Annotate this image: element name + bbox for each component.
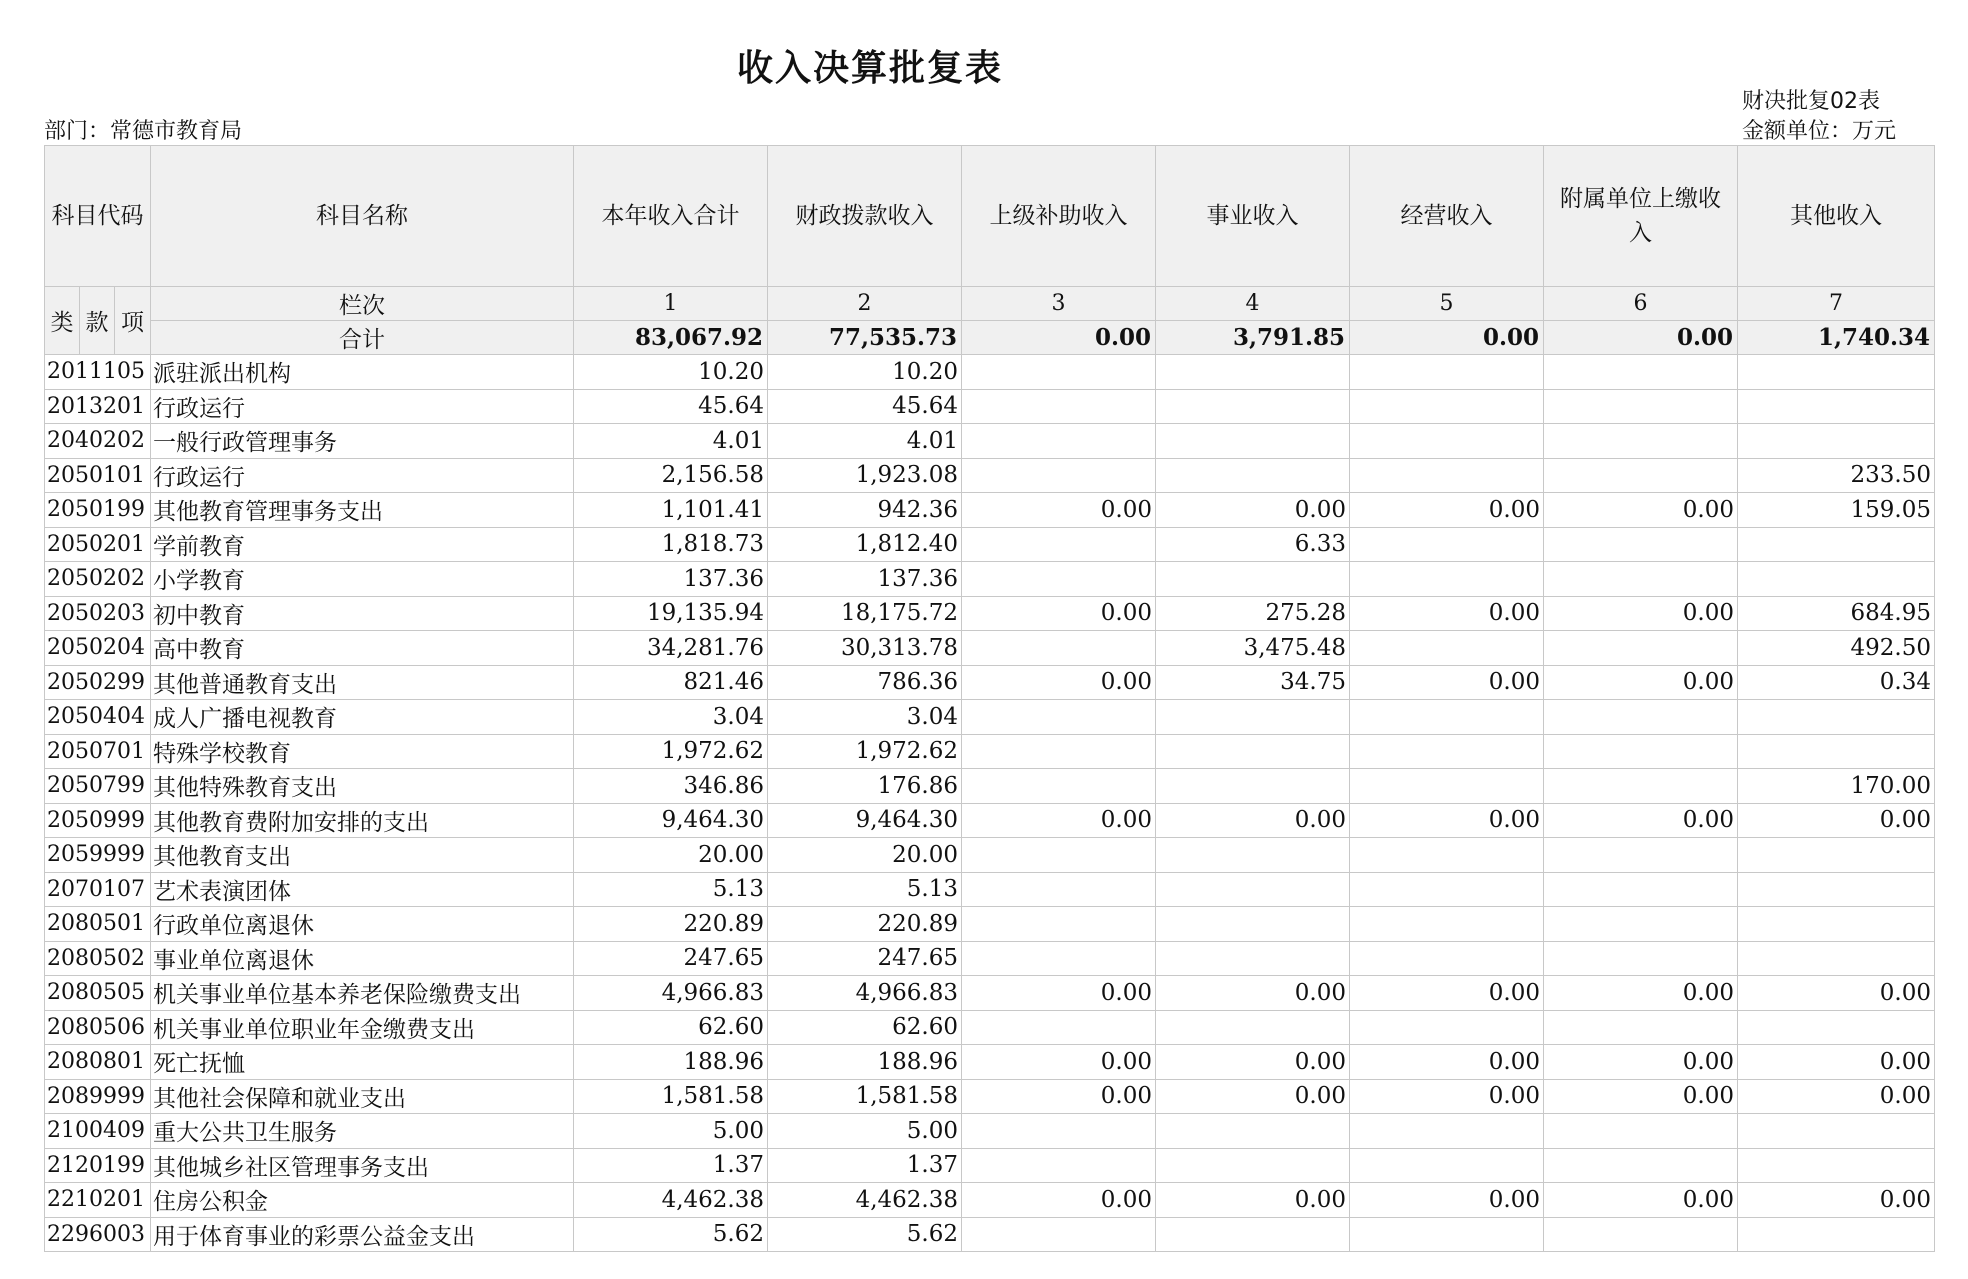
amount-cell: [962, 631, 1156, 666]
amount-cell: 1.37: [574, 1148, 768, 1183]
amount-cell: [1738, 424, 1935, 459]
subject-code: 2089999: [45, 1079, 151, 1114]
amount-cell: [1156, 872, 1350, 907]
subject-name: 行政单位离退休: [151, 907, 574, 942]
amount-cell: [1738, 1217, 1935, 1252]
subject-name: 用于体育事业的彩票公益金支出: [151, 1217, 574, 1252]
amount-cell: 0.00: [1350, 493, 1544, 528]
table-row: [45, 734, 1935, 769]
subject-name: 其他普通教育支出: [151, 665, 574, 700]
amount-cell: 1,812.40: [768, 527, 962, 562]
amount-cell: 233.50: [1738, 458, 1935, 493]
amount-cell: [1156, 941, 1350, 976]
amount-cell: [962, 1010, 1156, 1045]
table-row: [45, 872, 1935, 907]
amount-cell: 0.00: [1738, 1079, 1935, 1114]
amount-cell: 62.60: [768, 1010, 962, 1045]
subject-name: 特殊学校教育: [151, 734, 574, 769]
amount-cell: [1544, 872, 1738, 907]
table-row: [45, 700, 1935, 735]
amount-cell: [1156, 838, 1350, 873]
amount-cell: 0.00: [962, 1183, 1156, 1218]
amount-cell: [1738, 1010, 1935, 1045]
total-value: 0.00: [1544, 321, 1738, 355]
table-row: [45, 631, 1935, 666]
amount-cell: 684.95: [1738, 596, 1935, 631]
amount-cell: 5.62: [574, 1217, 768, 1252]
amount-cell: [1350, 458, 1544, 493]
amount-cell: [1738, 1148, 1935, 1183]
amount-cell: [1738, 527, 1935, 562]
amount-cell: 4,462.38: [574, 1183, 768, 1218]
amount-cell: 0.00: [962, 1045, 1156, 1080]
amount-cell: [1350, 872, 1544, 907]
amount-cell: 4.01: [574, 424, 768, 459]
amount-cell: [1544, 389, 1738, 424]
column-index: 3: [962, 287, 1156, 321]
subject-code: 2050199: [45, 493, 151, 528]
subject-code: 2013201: [45, 389, 151, 424]
total-value: 1,740.34: [1738, 321, 1935, 355]
amount-cell: 786.36: [768, 665, 962, 700]
table-row: [45, 1010, 1935, 1045]
amount-cell: [1350, 562, 1544, 597]
amount-cell: [962, 1114, 1156, 1149]
amount-cell: 3.04: [574, 700, 768, 735]
total-value: 83,067.92: [574, 321, 768, 355]
subject-name: 行政运行: [151, 458, 574, 493]
header-row: [45, 146, 1935, 287]
table-row: [45, 355, 1935, 390]
subject-name: 高中教育: [151, 631, 574, 666]
amount-cell: [1544, 907, 1738, 942]
amount-cell: 220.89: [574, 907, 768, 942]
table-row: [45, 424, 1935, 459]
table-row: [45, 389, 1935, 424]
amount-cell: [1156, 424, 1350, 459]
amount-cell: [962, 1217, 1156, 1252]
column-index: 4: [1156, 287, 1350, 321]
amount-cell: 0.00: [1350, 596, 1544, 631]
amount-cell: 0.00: [1156, 1045, 1350, 1080]
amount-cell: [1156, 734, 1350, 769]
amount-cell: [1738, 389, 1935, 424]
amount-cell: 45.64: [574, 389, 768, 424]
subject-code: 2296003: [45, 1217, 151, 1252]
amount-cell: 0.00: [1544, 803, 1738, 838]
amount-cell: 6.33: [1156, 527, 1350, 562]
amount-cell: 4,462.38: [768, 1183, 962, 1218]
amount-cell: [1350, 355, 1544, 390]
header-fiscal-appropriation: 财政拨款收入: [768, 146, 962, 287]
subject-code: 2080502: [45, 941, 151, 976]
table-row: [45, 803, 1935, 838]
column-index: 6: [1544, 287, 1738, 321]
subject-name: 其他教育支出: [151, 838, 574, 873]
amount-cell: [1350, 389, 1544, 424]
category-kuan: 款: [80, 287, 115, 355]
amount-cell: 821.46: [574, 665, 768, 700]
subject-code: 2210201: [45, 1183, 151, 1218]
subject-code: 2050204: [45, 631, 151, 666]
amount-cell: 30,313.78: [768, 631, 962, 666]
amount-cell: 492.50: [1738, 631, 1935, 666]
amount-cell: 0.00: [1544, 1079, 1738, 1114]
amount-cell: [1350, 1217, 1544, 1252]
amount-cell: [1544, 734, 1738, 769]
table-row: [45, 1045, 1935, 1080]
total-value: 77,535.73: [768, 321, 962, 355]
amount-cell: [1156, 769, 1350, 804]
table-row: [45, 907, 1935, 942]
subject-code: 2080801: [45, 1045, 151, 1080]
amount-cell: 5.62: [768, 1217, 962, 1252]
amount-cell: 2,156.58: [574, 458, 768, 493]
header-operating-income: 经营收入: [1350, 146, 1544, 287]
amount-cell: 0.00: [962, 665, 1156, 700]
amount-cell: [1350, 1010, 1544, 1045]
amount-cell: [962, 1148, 1156, 1183]
amount-cell: [1738, 734, 1935, 769]
amount-cell: [1738, 355, 1935, 390]
table-row: [45, 1183, 1935, 1218]
subject-code: 2070107: [45, 872, 151, 907]
amount-cell: 9,464.30: [768, 803, 962, 838]
header-superior-subsidy: 上级补助收入: [962, 146, 1156, 287]
amount-cell: 1,923.08: [768, 458, 962, 493]
amount-cell: 0.34: [1738, 665, 1935, 700]
amount-cell: [1544, 1148, 1738, 1183]
amount-cell: [1544, 1010, 1738, 1045]
subject-name: 事业单位离退休: [151, 941, 574, 976]
amount-cell: [1350, 527, 1544, 562]
subject-code: 2050999: [45, 803, 151, 838]
subject-name: 其他教育费附加安排的支出: [151, 803, 574, 838]
amount-cell: 1,972.62: [574, 734, 768, 769]
amount-cell: 1.37: [768, 1148, 962, 1183]
amount-cell: 0.00: [1350, 976, 1544, 1011]
amount-cell: [1544, 527, 1738, 562]
amount-cell: 0.00: [1350, 1045, 1544, 1080]
header-other-income: 其他收入: [1738, 146, 1935, 287]
amount-cell: [1350, 769, 1544, 804]
subject-name: 一般行政管理事务: [151, 424, 574, 459]
amount-cell: [1738, 562, 1935, 597]
form-number: 财决批复02表: [1742, 89, 1880, 114]
amount-cell: 275.28: [1156, 596, 1350, 631]
amount-cell: 5.13: [574, 872, 768, 907]
amount-cell: [1738, 838, 1935, 873]
amount-cell: 0.00: [962, 976, 1156, 1011]
amount-cell: 3.04: [768, 700, 962, 735]
amount-cell: [962, 389, 1156, 424]
amount-cell: [962, 941, 1156, 976]
amount-cell: 170.00: [1738, 769, 1935, 804]
amount-cell: 1,818.73: [574, 527, 768, 562]
amount-cell: 9,464.30: [574, 803, 768, 838]
subject-code: 2040202: [45, 424, 151, 459]
subject-name: 小学教育: [151, 562, 574, 597]
amount-cell: [962, 458, 1156, 493]
subject-code: 2050101: [45, 458, 151, 493]
subject-code: 2050701: [45, 734, 151, 769]
amount-cell: 1,581.58: [574, 1079, 768, 1114]
amount-cell: 137.36: [574, 562, 768, 597]
income-report-table: [44, 145, 1935, 1252]
amount-unit: 金额单位：万元: [1742, 119, 1897, 144]
subject-name: 行政运行: [151, 389, 574, 424]
amount-cell: [1156, 1114, 1350, 1149]
amount-cell: 0.00: [1350, 803, 1544, 838]
amount-cell: 0.00: [1156, 1183, 1350, 1218]
amount-cell: 0.00: [1738, 1045, 1935, 1080]
amount-cell: 0.00: [1738, 803, 1935, 838]
amount-cell: [1544, 631, 1738, 666]
total-value: 0.00: [1350, 321, 1544, 355]
amount-cell: 0.00: [1544, 493, 1738, 528]
amount-cell: 0.00: [962, 493, 1156, 528]
table-row: [45, 596, 1935, 631]
amount-cell: 220.89: [768, 907, 962, 942]
amount-cell: 137.36: [768, 562, 962, 597]
header-name: 科目名称: [151, 146, 574, 287]
amount-cell: 20.00: [574, 838, 768, 873]
amount-cell: 10.20: [574, 355, 768, 390]
amount-cell: 5.13: [768, 872, 962, 907]
amount-cell: 346.86: [574, 769, 768, 804]
table-row: [45, 1114, 1935, 1149]
amount-cell: [1738, 941, 1935, 976]
table-row: [45, 1079, 1935, 1114]
total-label: 合计: [151, 321, 574, 355]
report-title: 收入决算批复表: [736, 48, 1003, 89]
amount-cell: [1350, 941, 1544, 976]
subject-code: 2100409: [45, 1114, 151, 1149]
amount-cell: [1350, 1114, 1544, 1149]
department-label: 部门：常德市教育局: [44, 119, 243, 144]
amount-cell: 0.00: [1350, 1183, 1544, 1218]
column-index-label: 栏次: [151, 287, 574, 321]
amount-cell: 176.86: [768, 769, 962, 804]
amount-cell: 0.00: [1156, 1079, 1350, 1114]
amount-cell: [962, 838, 1156, 873]
amount-cell: 247.65: [768, 941, 962, 976]
table-row: [45, 527, 1935, 562]
subject-code: 2011105: [45, 355, 151, 390]
table-row: [45, 1148, 1935, 1183]
amount-cell: 0.00: [1350, 1079, 1544, 1114]
subject-code: 2080506: [45, 1010, 151, 1045]
amount-cell: 0.00: [962, 1079, 1156, 1114]
amount-cell: [1544, 941, 1738, 976]
amount-cell: [1350, 838, 1544, 873]
subject-name: 死亡抚恤: [151, 1045, 574, 1080]
amount-cell: [1350, 424, 1544, 459]
subject-code: 2080505: [45, 976, 151, 1011]
amount-cell: 0.00: [1156, 976, 1350, 1011]
amount-cell: [1544, 700, 1738, 735]
subject-name: 住房公积金: [151, 1183, 574, 1218]
amount-cell: [1156, 389, 1350, 424]
subject-name: 其他教育管理事务支出: [151, 493, 574, 528]
amount-cell: [962, 872, 1156, 907]
amount-cell: [1156, 1148, 1350, 1183]
subject-code: 2080501: [45, 907, 151, 942]
column-index: 5: [1350, 287, 1544, 321]
amount-cell: [1738, 700, 1935, 735]
subject-code: 2050201: [45, 527, 151, 562]
amount-cell: 18,175.72: [768, 596, 962, 631]
subject-code: 2050202: [45, 562, 151, 597]
amount-cell: [1156, 1010, 1350, 1045]
table-row: [45, 458, 1935, 493]
total-row: [45, 321, 1935, 355]
amount-cell: 19,135.94: [574, 596, 768, 631]
amount-cell: 942.36: [768, 493, 962, 528]
subject-name: 学前教育: [151, 527, 574, 562]
header-affiliated-unit-income: 附属单位上缴收入: [1544, 146, 1738, 287]
subject-code: 2050203: [45, 596, 151, 631]
amount-cell: 188.96: [574, 1045, 768, 1080]
amount-cell: [1544, 355, 1738, 390]
amount-cell: 34.75: [1156, 665, 1350, 700]
table-row: [45, 941, 1935, 976]
table-row: [45, 493, 1935, 528]
amount-cell: 247.65: [574, 941, 768, 976]
column-index: 1: [574, 287, 768, 321]
amount-cell: [962, 700, 1156, 735]
subject-name: 重大公共卫生服务: [151, 1114, 574, 1149]
subject-name: 其他特殊教育支出: [151, 769, 574, 804]
header-business-income: 事业收入: [1156, 146, 1350, 287]
table-row: [45, 976, 1935, 1011]
amount-cell: 5.00: [768, 1114, 962, 1149]
table-row: [45, 562, 1935, 597]
amount-cell: [962, 424, 1156, 459]
table-row: [45, 1217, 1935, 1252]
amount-cell: [962, 769, 1156, 804]
amount-cell: 1,972.62: [768, 734, 962, 769]
amount-cell: [1156, 700, 1350, 735]
subject-name: 初中教育: [151, 596, 574, 631]
amount-cell: [1156, 562, 1350, 597]
amount-cell: 34,281.76: [574, 631, 768, 666]
amount-cell: [1738, 872, 1935, 907]
amount-cell: 0.00: [1738, 976, 1935, 1011]
subject-name: 艺术表演团体: [151, 872, 574, 907]
amount-cell: [1544, 838, 1738, 873]
table-row: [45, 838, 1935, 873]
amount-cell: [962, 527, 1156, 562]
amount-cell: [1544, 424, 1738, 459]
amount-cell: 0.00: [1544, 976, 1738, 1011]
amount-cell: 0.00: [1738, 1183, 1935, 1218]
amount-cell: [1544, 458, 1738, 493]
column-index: 2: [768, 287, 962, 321]
total-value: 0.00: [962, 321, 1156, 355]
category-lei: 类: [45, 287, 80, 355]
header-code: 科目代码: [45, 146, 151, 287]
amount-cell: [1350, 907, 1544, 942]
subject-name: 机关事业单位基本养老保险缴费支出: [151, 976, 574, 1011]
amount-cell: [1544, 769, 1738, 804]
amount-cell: [1156, 458, 1350, 493]
amount-cell: 1,101.41: [574, 493, 768, 528]
amount-cell: 0.00: [962, 803, 1156, 838]
amount-cell: [962, 562, 1156, 597]
amount-cell: 159.05: [1738, 493, 1935, 528]
amount-cell: 0.00: [1544, 1183, 1738, 1218]
amount-cell: 4,966.83: [574, 976, 768, 1011]
amount-cell: 4,966.83: [768, 976, 962, 1011]
amount-cell: 0.00: [1156, 803, 1350, 838]
amount-cell: 20.00: [768, 838, 962, 873]
subject-code: 2050404: [45, 700, 151, 735]
amount-cell: [962, 355, 1156, 390]
amount-cell: [1156, 1217, 1350, 1252]
amount-cell: [1738, 907, 1935, 942]
subject-name: 机关事业单位职业年金缴费支出: [151, 1010, 574, 1045]
amount-cell: 1,581.58: [768, 1079, 962, 1114]
amount-cell: [1350, 700, 1544, 735]
amount-cell: [1156, 355, 1350, 390]
column-index-row: [45, 287, 1935, 321]
amount-cell: [1544, 1114, 1738, 1149]
amount-cell: 3,475.48: [1156, 631, 1350, 666]
amount-cell: 45.64: [768, 389, 962, 424]
subject-name: 成人广播电视教育: [151, 700, 574, 735]
table-row: [45, 769, 1935, 804]
column-index: 7: [1738, 287, 1935, 321]
amount-cell: 0.00: [962, 596, 1156, 631]
subject-code: 2120199: [45, 1148, 151, 1183]
subject-code: 2050799: [45, 769, 151, 804]
table-row: [45, 665, 1935, 700]
amount-cell: 0.00: [1544, 1045, 1738, 1080]
amount-cell: [1544, 1217, 1738, 1252]
amount-cell: [1738, 1114, 1935, 1149]
amount-cell: 0.00: [1544, 665, 1738, 700]
amount-cell: [1156, 907, 1350, 942]
amount-cell: 0.00: [1350, 665, 1544, 700]
subject-name: 其他社会保障和就业支出: [151, 1079, 574, 1114]
amount-cell: 188.96: [768, 1045, 962, 1080]
amount-cell: 4.01: [768, 424, 962, 459]
amount-cell: 0.00: [1544, 596, 1738, 631]
category-xiang: 项: [115, 287, 151, 355]
amount-cell: [1350, 1148, 1544, 1183]
subject-name: 其他城乡社区管理事务支出: [151, 1148, 574, 1183]
amount-cell: 62.60: [574, 1010, 768, 1045]
amount-cell: [1350, 631, 1544, 666]
subject-code: 2050299: [45, 665, 151, 700]
amount-cell: 5.00: [574, 1114, 768, 1149]
total-value: 3,791.85: [1156, 321, 1350, 355]
amount-cell: 0.00: [1156, 493, 1350, 528]
subject-name: 派驻派出机构: [151, 355, 574, 390]
amount-cell: 10.20: [768, 355, 962, 390]
header-total-income: 本年收入合计: [574, 146, 768, 287]
amount-cell: [1350, 734, 1544, 769]
amount-cell: [1544, 562, 1738, 597]
amount-cell: [962, 907, 1156, 942]
amount-cell: [962, 734, 1156, 769]
subject-code: 2059999: [45, 838, 151, 873]
